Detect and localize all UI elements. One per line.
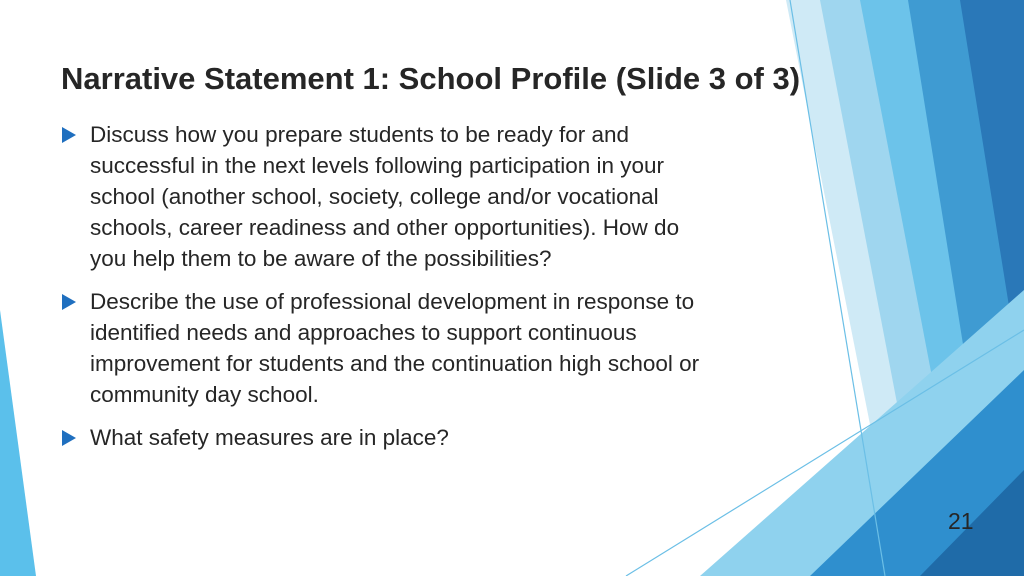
bullet-item: [62, 286, 797, 410]
bullet-line: Describe the use of professional development in response to: [90, 289, 695, 314]
slide-title: Narrative Statement 1: School Profile (Slide 3 of 3): [61, 61, 801, 96]
bullet-line: improvement for students and the continuation high school or: [90, 351, 700, 376]
triangle-bullet-icon: [62, 430, 76, 446]
bullet-line: schools, career readiness and other opportunities). How do: [90, 215, 680, 240]
triangle-bullet-icon: [62, 127, 76, 143]
bullet-item: [62, 422, 797, 453]
bullet-line: What safety measures are in place?: [90, 425, 449, 450]
bullet-line: successful in the next levels following participation in your: [90, 153, 665, 178]
bullet-line: identified needs and approaches to support continuous: [90, 320, 637, 345]
left-edge-facet: [0, 310, 36, 576]
bullet-line: community day school.: [90, 382, 319, 407]
bullet-line: you help them to be aware of the possibilities?: [90, 246, 552, 271]
bullet-list: [62, 119, 797, 465]
triangle-bullet-icon: [62, 294, 76, 310]
bullet-line: Discuss how you prepare students to be ready for and: [90, 122, 630, 147]
page-number: 21: [948, 508, 974, 534]
bullet-item: [62, 119, 797, 274]
bullet-line: school (another school, society, college and/or vocational: [90, 184, 659, 209]
